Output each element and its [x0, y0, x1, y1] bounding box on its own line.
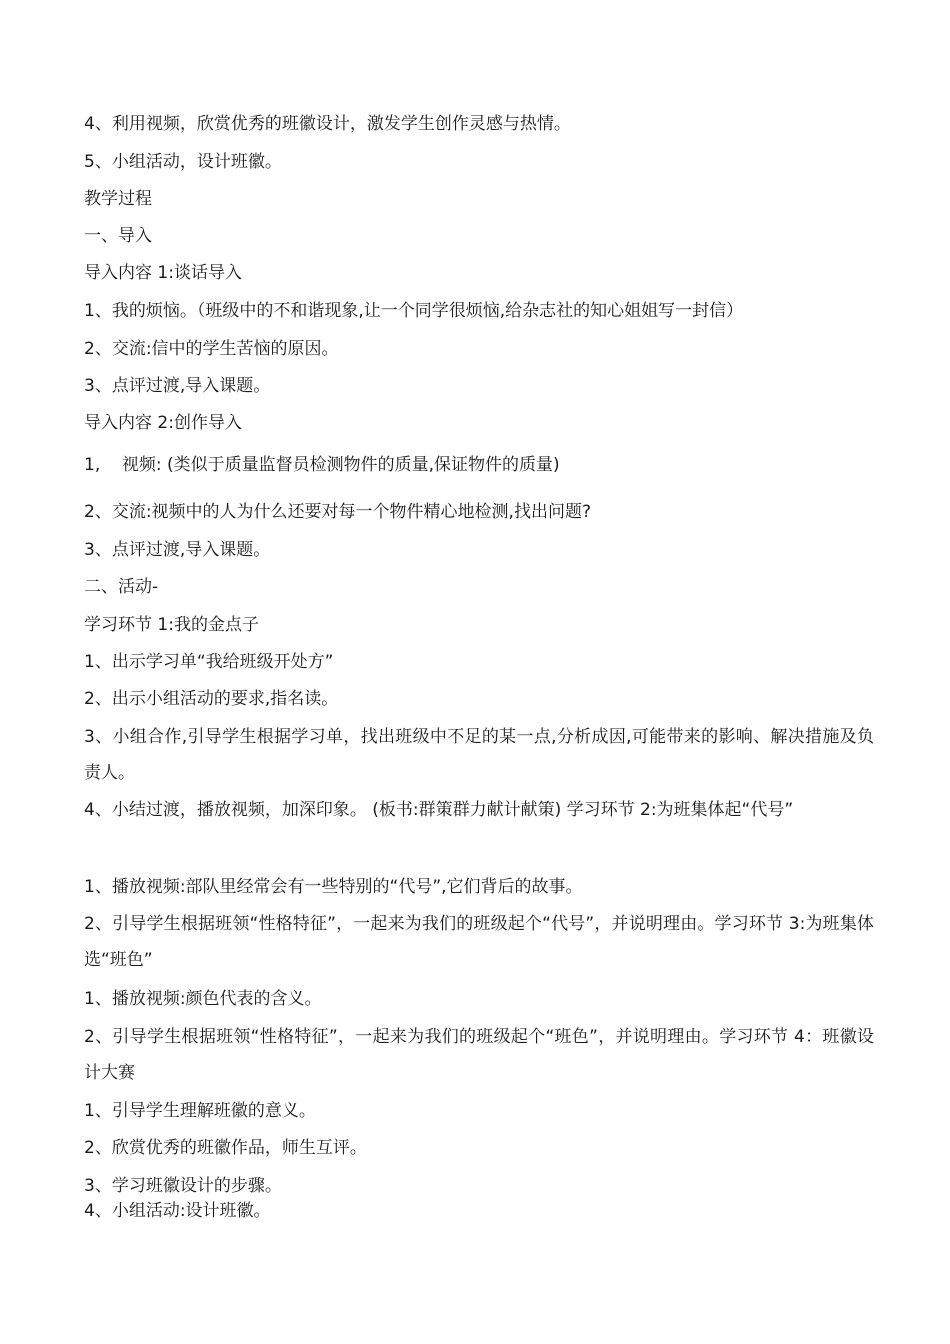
paragraph: 2、欣赏优秀的班徽作品，师生互评。 [84, 1138, 367, 1158]
paragraph: 2、引导学生根据班领“性格特征”，一起来为我们的班级起个“代号”，并说明理由。学习环节 3:为班集体选“班色” [84, 914, 874, 970]
paragraph: 4、小结过渡，播放视频，加深印象。 (板书:群策群力献计献策) 学习环节 2:为班集体起“代号” [84, 800, 794, 820]
paragraph: 3、点评过渡,导入课题。 [84, 376, 271, 396]
paragraph: 2、交流:信中的学生苦恼的原因。 [84, 339, 339, 359]
section-heading: 二、活动- [84, 577, 159, 597]
paragraph: 3、点评过渡,导入课题。 [84, 540, 271, 560]
paragraph: 3、学习班徽设计的步骤。 [84, 1176, 282, 1196]
paragraph: 2、出示小组活动的要求,指名读。 [84, 689, 339, 709]
paragraph: 3、小组合作,引导学生根据学习单，找出班级中不足的某一点,分析成因,可能带来的影响、解决措施及负责人。 [84, 727, 874, 783]
paragraph: 1、我的烦恼。（班级中的不和谐现象,让一个同学很烦恼,给杂志社的知心姐姐写一封信） [84, 301, 744, 321]
paragraph: 4、小组活动:设计班徽。 [84, 1201, 271, 1221]
section-heading: 一、导入 [84, 226, 152, 246]
subsection-heading: 导入内容 1:谈话导入 [84, 263, 242, 283]
paragraph: 1、出示学习单“我给班级开处方” [84, 652, 334, 672]
paragraph: 1, 视频: (类似于质量监督员检测物件的质量,保证物件的质量) [84, 455, 560, 475]
subsection-heading: 导入内容 2:创作导入 [84, 413, 242, 433]
paragraph: 1、播放视频:部队里经常会有一些特别的“代号”,它们背后的故事。 [84, 877, 583, 897]
paragraph: 1、播放视频:颜色代表的含义。 [84, 989, 322, 1009]
subsection-heading: 学习环节 1:我的金点子 [84, 615, 259, 635]
paragraph: 2、交流:视频中的人为什么还要对每一个物件精心地检测,找出问题? [84, 502, 591, 522]
paragraph: 1、引导学生理解班徽的意义。 [84, 1101, 316, 1121]
paragraph: 5、小组活动，设计班徽。 [84, 152, 282, 172]
paragraph: 2、引导学生根据班领“性格特征”，一起来为我们的班级起个“班色”，并说明理由。学习环节 4：班徽设计大赛 [84, 1027, 874, 1083]
section-heading: 教学过程 [84, 189, 152, 209]
paragraph: 4、利用视频，欣赏优秀的班徽设计，激发学生创作灵感与热情。 [84, 114, 571, 134]
